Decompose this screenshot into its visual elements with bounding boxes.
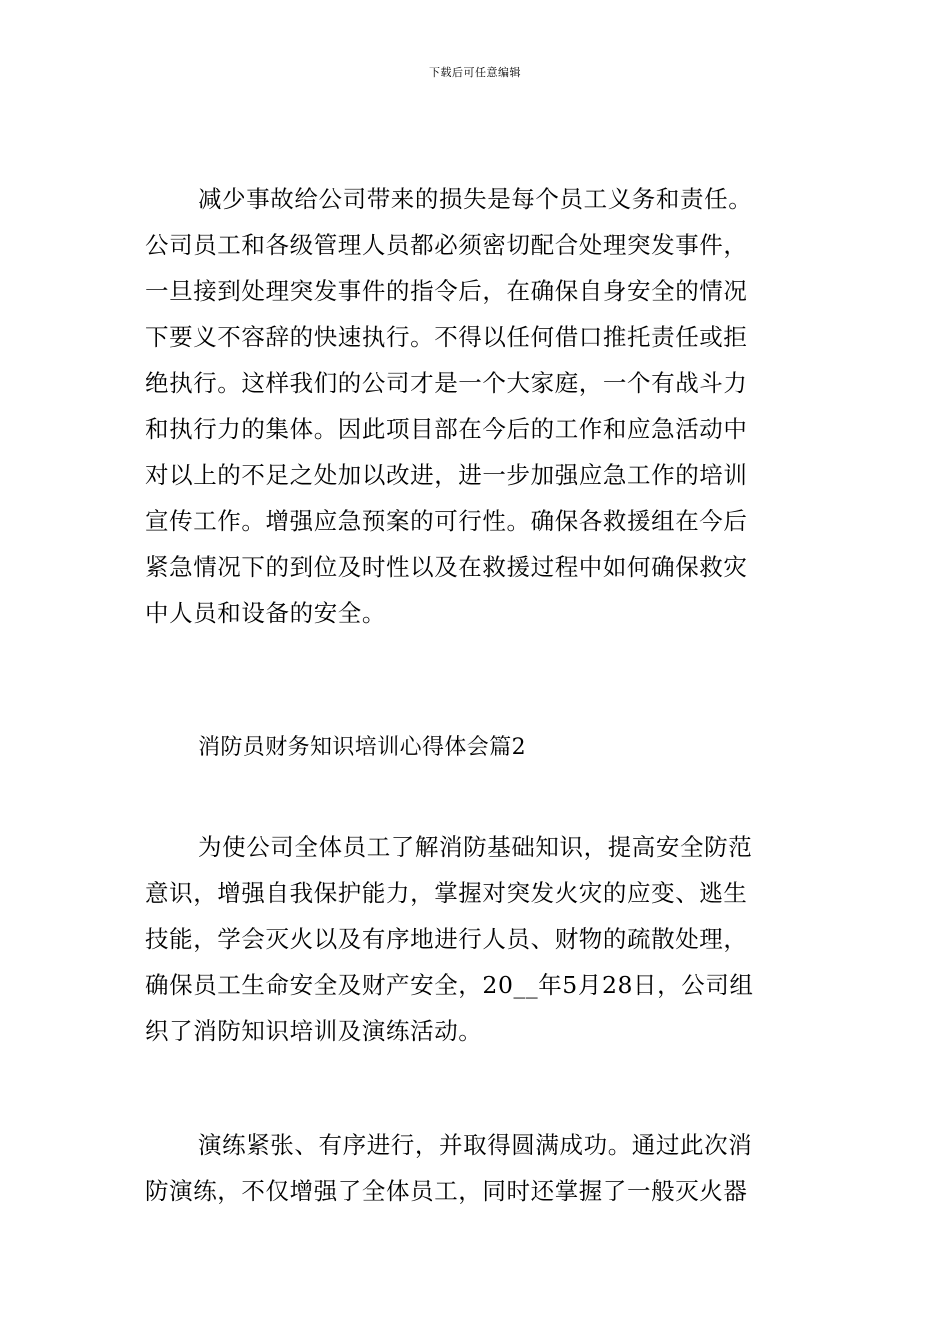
- paragraph-1-line-6: 和执行力的集体。因此项目部在今后的工作和应急活动中: [145, 415, 748, 443]
- paragraph-2-line-4: 确保员工生命安全及财产安全，20__年5月28日，公司组: [145, 971, 754, 999]
- paragraph-1-line-8: 宣传工作。增强应急预案的可行性。确保各救援组在今后: [145, 507, 748, 535]
- paragraph-1-line-1: 减少事故给公司带来的损失是每个员工义务和责任。: [198, 185, 753, 213]
- page-header: 下载后可任意编辑: [429, 66, 521, 79]
- paragraph-2-line-2: 意识，增强自我保护能力，掌握对突发火灾的应变、逃生: [145, 879, 748, 907]
- paragraph-1-line-4: 下要义不容辞的快速执行。不得以任何借口推托责任或拒: [145, 323, 748, 351]
- paragraph-1-line-5: 绝执行。这样我们的公司才是一个大家庭，一个有战斗力: [145, 369, 748, 397]
- paragraph-2-line-3: 技能，学会灭火以及有序地进行人员、财物的疏散处理，: [145, 925, 748, 953]
- paragraph-1-line-10: 中人员和设备的安全。: [145, 599, 386, 627]
- paragraph-2-line-1: 为使公司全体员工了解消防基础知识，提高安全防范: [198, 833, 753, 861]
- paragraph-3-line-2: 防演练，不仅增强了全体员工，同时还掌握了一般灭火器: [145, 1177, 748, 1205]
- section-heading: 消防员财务知识培训心得体会篇2: [198, 735, 526, 760]
- paragraph-3-line-1: 演练紧张、有序进行，并取得圆满成功。通过此次消: [198, 1131, 753, 1159]
- paragraph-1-line-2: 公司员工和各级管理人员都必须密切配合处理突发事件，: [145, 231, 748, 259]
- paragraph-1-line-7: 对以上的不足之处加以改进，进一步加强应急工作的培训: [145, 461, 748, 489]
- paragraph-1-line-9: 紧急情况下的到位及时性以及在救援过程中如何确保救灾: [145, 553, 748, 581]
- paragraph-1-line-3: 一旦接到处理突发事件的指令后，在确保自身安全的情况: [145, 277, 748, 305]
- paragraph-2-line-5: 织了消防知识培训及演练活动。: [145, 1017, 483, 1045]
